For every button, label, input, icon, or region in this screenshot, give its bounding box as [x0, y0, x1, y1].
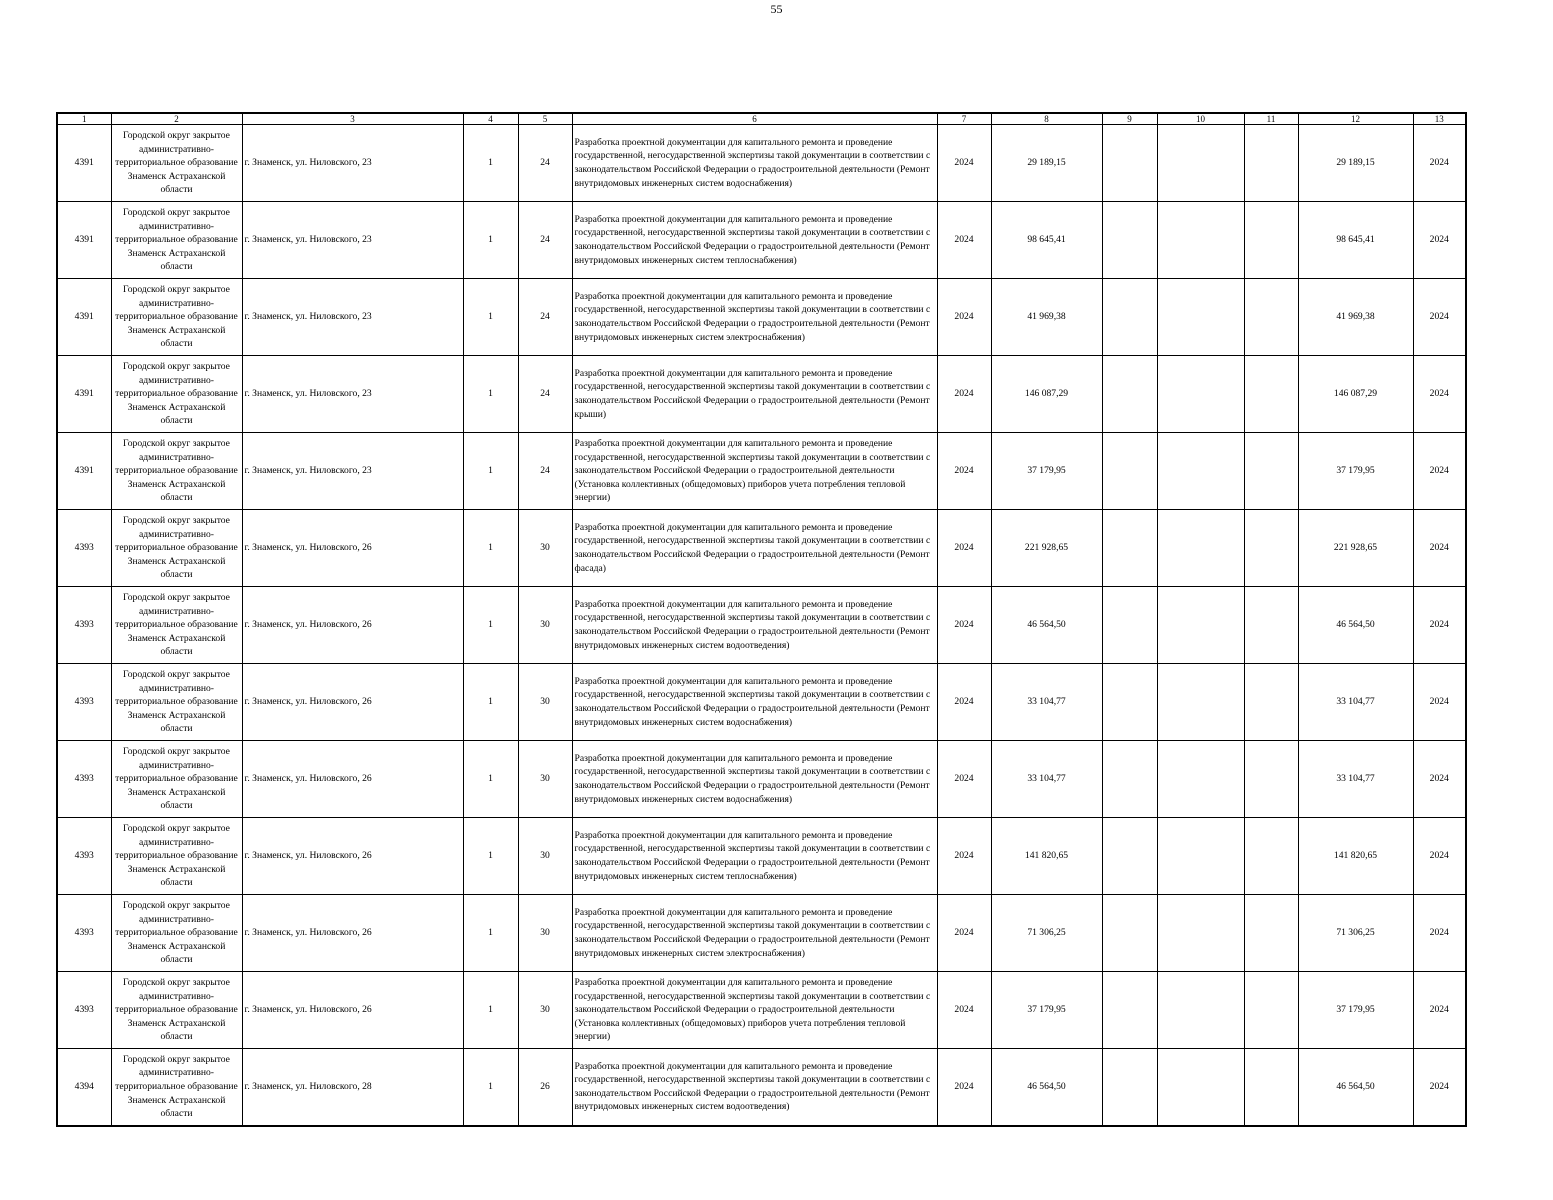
id-cell: 4393 [57, 510, 111, 587]
year-cell: 2024 [937, 741, 991, 818]
budget-cell [1157, 895, 1244, 972]
owners-funds-cell: 98 645,41 [1298, 202, 1413, 279]
other-cell [1244, 433, 1298, 510]
apartments-cell: 30 [518, 587, 572, 664]
total-cost-cell: 41 969,38 [991, 279, 1102, 356]
budget-cell [1157, 818, 1244, 895]
total-cost-cell: 33 104,77 [991, 741, 1102, 818]
id-cell: 4393 [57, 895, 111, 972]
total-cost-cell: 33 104,77 [991, 664, 1102, 741]
other-cell [1244, 664, 1298, 741]
budget-cell [1157, 125, 1244, 202]
column-header: 13 [1413, 113, 1466, 125]
owners-funds-cell: 146 087,29 [1298, 356, 1413, 433]
other-cell [1244, 741, 1298, 818]
municipality-cell: Городской округ закрытое административно-территориальное образование Знаменск Астраханской области [111, 664, 242, 741]
apartments-cell: 24 [518, 356, 572, 433]
other-cell [1244, 818, 1298, 895]
municipality-cell: Городской округ закрытое административно-территориальное образование Знаменск Астраханской области [111, 818, 242, 895]
table-body [57, 125, 1466, 1126]
year-cell: 2024 [937, 587, 991, 664]
other-cell [1244, 895, 1298, 972]
budget-cell [1157, 741, 1244, 818]
column-header: 1 [57, 113, 111, 125]
column-header: 3 [242, 113, 463, 125]
plan-year-cell: 2024 [1413, 279, 1466, 356]
table-row [57, 587, 1466, 664]
apartments-cell: 30 [518, 818, 572, 895]
id-cell: 4394 [57, 1049, 111, 1126]
address-cell: г. Знаменск, ул. Ниловского, 26 [242, 895, 463, 972]
total-cost-cell: 221 928,65 [991, 510, 1102, 587]
column-header: 6 [572, 113, 937, 125]
column-header: 8 [991, 113, 1102, 125]
id-cell: 4391 [57, 356, 111, 433]
budget-cell [1157, 356, 1244, 433]
count-cell: 1 [463, 895, 518, 972]
work-description-cell: Разработка проектной документации для капитального ремонта и проведение государственной, негосударственной экспертизы такой документации в соответствии с законодательством Российской Федерации о градостроительной деятельности (Ремонт фасада) [572, 510, 937, 587]
count-cell: 1 [463, 587, 518, 664]
year-cell: 2024 [937, 1049, 991, 1126]
id-cell: 4393 [57, 664, 111, 741]
budget-cell [1157, 202, 1244, 279]
year-cell: 2024 [937, 510, 991, 587]
municipality-cell: Городской округ закрытое административно-территориальное образование Знаменск Астраханской области [111, 510, 242, 587]
total-cost-cell: 98 645,41 [991, 202, 1102, 279]
fund-cell [1102, 741, 1157, 818]
budget-cell [1157, 972, 1244, 1049]
count-cell: 1 [463, 356, 518, 433]
address-cell: г. Знаменск, ул. Ниловского, 23 [242, 356, 463, 433]
count-cell: 1 [463, 1049, 518, 1126]
work-description-cell: Разработка проектной документации для капитального ремонта и проведение государственной, негосударственной экспертизы такой документации в соответствии с законодательством Российской Федерации о градостроительной деятельности (Ремонт внутридомовых инженерных систем электроснабжения) [572, 895, 937, 972]
total-cost-cell: 37 179,95 [991, 433, 1102, 510]
budget-cell [1157, 433, 1244, 510]
work-description-cell: Разработка проектной документации для капитального ремонта и проведение государственной, негосударственной экспертизы такой документации в соответствии с законодательством Российской Федерации о градостроительной деятельности (Ремонт внутридомовых инженерных систем водоснабжения) [572, 125, 937, 202]
apartments-cell: 24 [518, 433, 572, 510]
year-cell: 2024 [937, 279, 991, 356]
fund-cell [1102, 125, 1157, 202]
plan-year-cell: 2024 [1413, 356, 1466, 433]
table-row [57, 125, 1466, 202]
table-row [57, 895, 1466, 972]
fund-cell [1102, 279, 1157, 356]
work-description-cell: Разработка проектной документации для капитального ремонта и проведение государственной, негосударственной экспертизы такой документации в соответствии с законодательством Российской Федерации о градостроительной деятельности (Ремонт внутридомовых инженерных систем теплоснабжения) [572, 818, 937, 895]
fund-cell [1102, 1049, 1157, 1126]
fund-cell [1102, 664, 1157, 741]
owners-funds-cell: 46 564,50 [1298, 1049, 1413, 1126]
count-cell: 1 [463, 279, 518, 356]
work-description-cell: Разработка проектной документации для капитального ремонта и проведение государственной, негосударственной экспертизы такой документации в соответствии с законодательством Российской Федерации о градостроительной деятельности (Ремонт внутридомовых инженерных систем теплоснабжения) [572, 202, 937, 279]
total-cost-cell: 37 179,95 [991, 972, 1102, 1049]
table-row [57, 741, 1466, 818]
table-row [57, 279, 1466, 356]
fund-cell [1102, 202, 1157, 279]
year-cell: 2024 [937, 202, 991, 279]
municipality-cell: Городской округ закрытое административно-территориальное образование Знаменск Астраханской области [111, 433, 242, 510]
address-cell: г. Знаменск, ул. Ниловского, 23 [242, 279, 463, 356]
address-cell: г. Знаменск, ул. Ниловского, 26 [242, 510, 463, 587]
id-cell: 4393 [57, 818, 111, 895]
count-cell: 1 [463, 664, 518, 741]
budget-cell [1157, 587, 1244, 664]
apartments-cell: 26 [518, 1049, 572, 1126]
table-row [57, 1049, 1466, 1126]
column-number-row [57, 113, 1466, 125]
municipality-cell: Городской округ закрытое административно-территориальное образование Знаменск Астраханской области [111, 895, 242, 972]
id-cell: 4393 [57, 972, 111, 1049]
address-cell: г. Знаменск, ул. Ниловского, 26 [242, 664, 463, 741]
id-cell: 4391 [57, 279, 111, 356]
year-cell: 2024 [937, 664, 991, 741]
work-description-cell: Разработка проектной документации для капитального ремонта и проведение государственной, негосударственной экспертизы такой документации в соответствии с законодательством Российской Федерации о градостроительной деятельности (Установка коллективных (общедомовых) приборов учета потребления тепловой энергии) [572, 433, 937, 510]
budget-cell [1157, 510, 1244, 587]
owners-funds-cell: 29 189,15 [1298, 125, 1413, 202]
column-header: 11 [1244, 113, 1298, 125]
apartments-cell: 24 [518, 125, 572, 202]
owners-funds-cell: 221 928,65 [1298, 510, 1413, 587]
id-cell: 4393 [57, 587, 111, 664]
fund-cell [1102, 433, 1157, 510]
address-cell: г. Знаменск, ул. Ниловского, 26 [242, 972, 463, 1049]
page-number: 55 [770, 2, 783, 16]
apartments-cell: 30 [518, 664, 572, 741]
id-cell: 4391 [57, 433, 111, 510]
column-header: 4 [463, 113, 518, 125]
count-cell: 1 [463, 818, 518, 895]
other-cell [1244, 202, 1298, 279]
apartments-cell: 30 [518, 741, 572, 818]
budget-cell [1157, 1049, 1244, 1126]
fund-cell [1102, 818, 1157, 895]
other-cell [1244, 510, 1298, 587]
capital-repair-table [56, 112, 1467, 1127]
other-cell [1244, 356, 1298, 433]
column-header: 10 [1157, 113, 1244, 125]
municipality-cell: Городской округ закрытое административно-территориальное образование Знаменск Астраханской области [111, 356, 242, 433]
apartments-cell: 24 [518, 202, 572, 279]
id-cell: 4393 [57, 741, 111, 818]
work-description-cell: Разработка проектной документации для капитального ремонта и проведение государственной, негосударственной экспертизы такой документации в соответствии с законодательством Российской Федерации о градостроительной деятельности (Ремонт внутридомовых инженерных систем электроснабжения) [572, 279, 937, 356]
year-cell: 2024 [937, 433, 991, 510]
fund-cell [1102, 356, 1157, 433]
id-cell: 4391 [57, 125, 111, 202]
total-cost-cell: 71 306,25 [991, 895, 1102, 972]
address-cell: г. Знаменск, ул. Ниловского, 26 [242, 818, 463, 895]
address-cell: г. Знаменск, ул. Ниловского, 23 [242, 433, 463, 510]
address-cell: г. Знаменск, ул. Ниловского, 28 [242, 1049, 463, 1126]
table-row [57, 972, 1466, 1049]
address-cell: г. Знаменск, ул. Ниловского, 23 [242, 202, 463, 279]
plan-year-cell: 2024 [1413, 741, 1466, 818]
work-description-cell: Разработка проектной документации для капитального ремонта и проведение государственной, негосударственной экспертизы такой документации в соответствии с законодательством Российской Федерации о градостроительной деятельности (Ремонт крыши) [572, 356, 937, 433]
owners-funds-cell: 33 104,77 [1298, 664, 1413, 741]
plan-year-cell: 2024 [1413, 818, 1466, 895]
other-cell [1244, 587, 1298, 664]
fund-cell [1102, 510, 1157, 587]
table-row [57, 664, 1466, 741]
municipality-cell: Городской округ закрытое административно-территориальное образование Знаменск Астраханской области [111, 125, 242, 202]
year-cell: 2024 [937, 818, 991, 895]
municipality-cell: Городской округ закрытое административно-территориальное образование Знаменск Астраханской области [111, 587, 242, 664]
apartments-cell: 30 [518, 510, 572, 587]
work-description-cell: Разработка проектной документации для капитального ремонта и проведение государственной, негосударственной экспертизы такой документации в соответствии с законодательством Российской Федерации о градостроительной деятельности (Ремонт внутридомовых инженерных систем водоотведения) [572, 587, 937, 664]
other-cell [1244, 1049, 1298, 1126]
column-header: 5 [518, 113, 572, 125]
apartments-cell: 30 [518, 972, 572, 1049]
municipality-cell: Городской округ закрытое административно-территориальное образование Знаменск Астраханской области [111, 741, 242, 818]
owners-funds-cell: 41 969,38 [1298, 279, 1413, 356]
budget-cell [1157, 279, 1244, 356]
apartments-cell: 24 [518, 279, 572, 356]
year-cell: 2024 [937, 972, 991, 1049]
plan-year-cell: 2024 [1413, 664, 1466, 741]
plan-year-cell: 2024 [1413, 125, 1466, 202]
id-cell: 4391 [57, 202, 111, 279]
table-row [57, 202, 1466, 279]
apartments-cell: 30 [518, 895, 572, 972]
budget-cell [1157, 664, 1244, 741]
year-cell: 2024 [937, 356, 991, 433]
municipality-cell: Городской округ закрытое административно-территориальное образование Знаменск Астраханской области [111, 279, 242, 356]
owners-funds-cell: 141 820,65 [1298, 818, 1413, 895]
plan-year-cell: 2024 [1413, 433, 1466, 510]
column-header: 9 [1102, 113, 1157, 125]
plan-year-cell: 2024 [1413, 202, 1466, 279]
owners-funds-cell: 46 564,50 [1298, 587, 1413, 664]
municipality-cell: Городской округ закрытое административно-территориальное образование Знаменск Астраханской области [111, 202, 242, 279]
table-row [57, 433, 1466, 510]
table-row [57, 818, 1466, 895]
owners-funds-cell: 71 306,25 [1298, 895, 1413, 972]
total-cost-cell: 29 189,15 [991, 125, 1102, 202]
fund-cell [1102, 587, 1157, 664]
address-cell: г. Знаменск, ул. Ниловского, 23 [242, 125, 463, 202]
count-cell: 1 [463, 202, 518, 279]
total-cost-cell: 141 820,65 [991, 818, 1102, 895]
count-cell: 1 [463, 741, 518, 818]
column-header: 7 [937, 113, 991, 125]
total-cost-cell: 46 564,50 [991, 587, 1102, 664]
owners-funds-cell: 33 104,77 [1298, 741, 1413, 818]
plan-year-cell: 2024 [1413, 1049, 1466, 1126]
other-cell [1244, 125, 1298, 202]
year-cell: 2024 [937, 895, 991, 972]
work-description-cell: Разработка проектной документации для капитального ремонта и проведение государственной, негосударственной экспертизы такой документации в соответствии с законодательством Российской Федерации о градостроительной деятельности (Ремонт внутридомовых инженерных систем водоснабжения) [572, 741, 937, 818]
municipality-cell: Городской округ закрытое административно-территориальное образование Знаменск Астраханской области [111, 972, 242, 1049]
table-row [57, 510, 1466, 587]
count-cell: 1 [463, 125, 518, 202]
plan-year-cell: 2024 [1413, 895, 1466, 972]
fund-cell [1102, 895, 1157, 972]
fund-cell [1102, 972, 1157, 1049]
owners-funds-cell: 37 179,95 [1298, 433, 1413, 510]
count-cell: 1 [463, 510, 518, 587]
total-cost-cell: 46 564,50 [991, 1049, 1102, 1126]
other-cell [1244, 279, 1298, 356]
owners-funds-cell: 37 179,95 [1298, 972, 1413, 1049]
work-description-cell: Разработка проектной документации для капитального ремонта и проведение государственной, негосударственной экспертизы такой документации в соответствии с законодательством Российской Федерации о градостроительной деятельности (Установка коллективных (общедомовых) приборов учета потребления тепловой энергии) [572, 972, 937, 1049]
table-row [57, 356, 1466, 433]
total-cost-cell: 146 087,29 [991, 356, 1102, 433]
count-cell: 1 [463, 972, 518, 1049]
year-cell: 2024 [937, 125, 991, 202]
count-cell: 1 [463, 433, 518, 510]
plan-year-cell: 2024 [1413, 587, 1466, 664]
plan-year-cell: 2024 [1413, 972, 1466, 1049]
other-cell [1244, 972, 1298, 1049]
column-header: 12 [1298, 113, 1413, 125]
municipality-cell: Городской округ закрытое административно-территориальное образование Знаменск Астраханской области [111, 1049, 242, 1126]
plan-year-cell: 2024 [1413, 510, 1466, 587]
address-cell: г. Знаменск, ул. Ниловского, 26 [242, 741, 463, 818]
work-description-cell: Разработка проектной документации для капитального ремонта и проведение государственной, негосударственной экспертизы такой документации в соответствии с законодательством Российской Федерации о градостроительной деятельности (Ремонт внутридомовых инженерных систем водоотведения) [572, 1049, 937, 1126]
column-header: 2 [111, 113, 242, 125]
address-cell: г. Знаменск, ул. Ниловского, 26 [242, 587, 463, 664]
work-description-cell: Разработка проектной документации для капитального ремонта и проведение государственной, негосударственной экспертизы такой документации в соответствии с законодательством Российской Федерации о градостроительной деятельности (Ремонт внутридомовых инженерных систем водоснабжения) [572, 664, 937, 741]
